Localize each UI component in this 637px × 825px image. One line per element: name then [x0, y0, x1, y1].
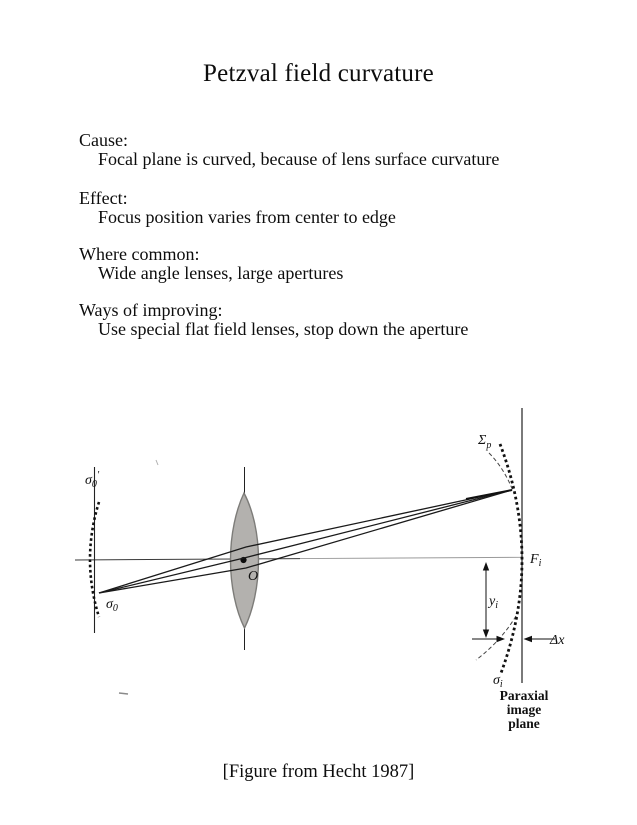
- section-label: Ways of improving:: [79, 300, 223, 320]
- deltax-right-arrowhead: [524, 636, 533, 642]
- label-sigma-i: $\sigma_i$: [493, 673, 503, 690]
- ray-chief: [99, 490, 512, 593]
- label-f-i: $F_i$: [530, 552, 542, 569]
- label-sigma-p: $\Sigma_p$: [478, 433, 492, 451]
- section-detail: Focus position varies from center to edge: [98, 207, 396, 227]
- label-y-i: $y_i$: [489, 594, 498, 611]
- label-lens-center-o: O: [248, 569, 259, 584]
- section-label: Where common:: [79, 244, 200, 264]
- section-detail: Wide angle lenses, large apertures: [98, 263, 344, 283]
- label-sigma0: $\sigma_0$: [106, 597, 118, 614]
- label-sigma0-prime: $\sigma_0'$: [85, 470, 100, 490]
- optical-axis-faint: [300, 557, 522, 558]
- optical-axis: [75, 559, 300, 560]
- page-title: Petzval field curvature: [203, 60, 434, 87]
- scan-tick: [156, 460, 158, 465]
- figure-caption: [Figure from Hecht 1987]: [222, 762, 415, 782]
- section-label: Cause:: [79, 130, 128, 150]
- yi-arrowhead-bottom: [483, 630, 489, 639]
- section-detail: Focal plane is curved, because of lens surface curvature: [98, 149, 500, 169]
- label-paraxial-line1: Paraxial: [499, 688, 549, 703]
- scan-smudge: [119, 693, 128, 694]
- petzval-surface-dashed-bottom: [476, 616, 516, 660]
- label-paraxial-line3: plane: [508, 716, 540, 731]
- section-label: Effect:: [79, 188, 128, 208]
- label-delta-x: Δx: [550, 633, 565, 648]
- ray-merged-segment: [466, 490, 512, 499]
- section-detail: Use special flat field lenses, stop down the aperture: [98, 319, 469, 339]
- deltax-left-arrowhead: [497, 636, 506, 642]
- label-paraxial-line2: image: [506, 702, 542, 717]
- yi-arrowhead-top: [483, 562, 489, 571]
